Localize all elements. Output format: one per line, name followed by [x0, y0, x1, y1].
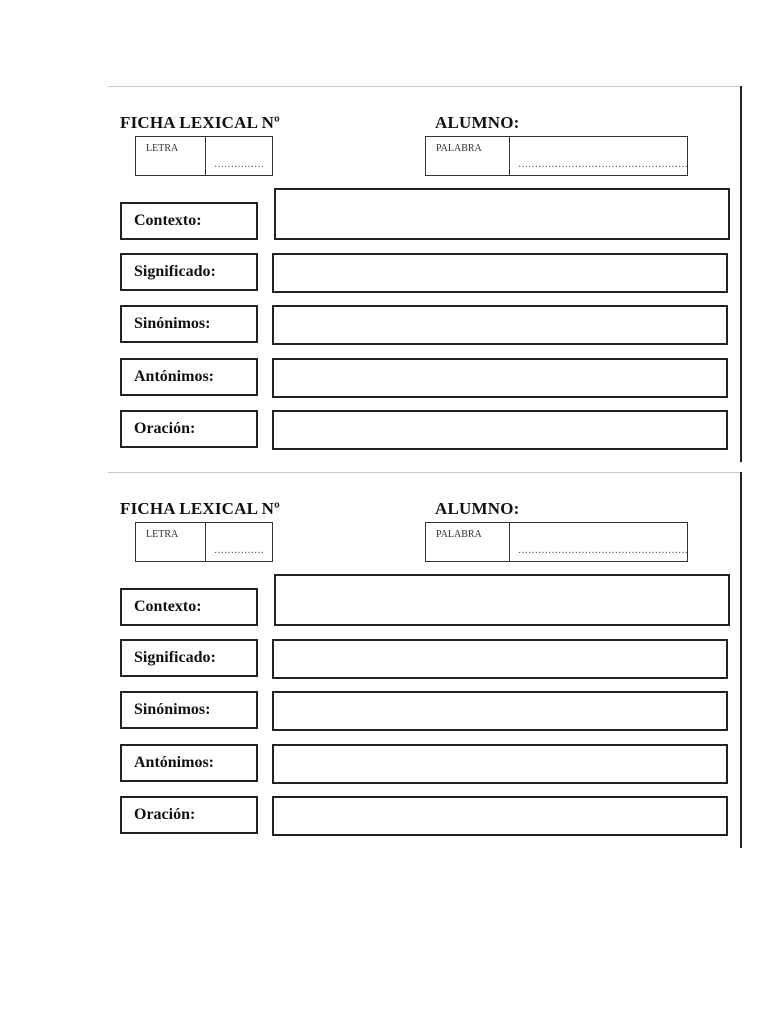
- ficha-title: FICHA LEXICAL Nº: [120, 499, 280, 518]
- palabra-field[interactable]: [510, 137, 687, 175]
- oracion-box[interactable]: [272, 796, 728, 836]
- letra-box: [135, 522, 273, 562]
- palabra-dots: ……………………………………………: [518, 159, 688, 170]
- antonimos-box[interactable]: [272, 744, 728, 784]
- significado-label: Significado:: [120, 253, 258, 291]
- oracion-label: Oración:: [120, 410, 258, 448]
- palabra-dots: ……………………………………………: [518, 545, 688, 556]
- contexto-box[interactable]: [274, 188, 730, 240]
- ficha-lexical-card-2: [108, 472, 742, 848]
- letra-field[interactable]: [206, 137, 272, 175]
- palabra-label: PALABRA: [426, 523, 510, 561]
- card-right-border: [740, 472, 742, 848]
- oracion-box[interactable]: [272, 410, 728, 450]
- palabra-box: [425, 136, 688, 176]
- palabra-field[interactable]: [510, 523, 687, 561]
- ficha-lexical-card-1: [108, 86, 742, 462]
- letra-box: [135, 136, 273, 176]
- letra-dots: ……………: [214, 159, 264, 170]
- significado-box[interactable]: [272, 639, 728, 679]
- oracion-label: Oración:: [120, 796, 258, 834]
- sinonimos-label: Sinónimos:: [120, 691, 258, 729]
- card-right-border: [740, 86, 742, 462]
- antonimos-label: Antónimos:: [120, 744, 258, 782]
- antonimos-box[interactable]: [272, 358, 728, 398]
- palabra-label: PALABRA: [426, 137, 510, 175]
- letra-label: LETRA: [136, 523, 206, 561]
- antonimos-label: Antónimos:: [120, 358, 258, 396]
- significado-box[interactable]: [272, 253, 728, 293]
- alumno-title: ALUMNO:: [435, 113, 520, 132]
- card-top-border: [108, 86, 742, 87]
- palabra-box: [425, 522, 688, 562]
- sinonimos-box[interactable]: [272, 305, 728, 345]
- sinonimos-label: Sinónimos:: [120, 305, 258, 343]
- alumno-title: ALUMNO:: [435, 499, 520, 518]
- significado-label: Significado:: [120, 639, 258, 677]
- ficha-title: FICHA LEXICAL Nº: [120, 113, 280, 132]
- letra-field[interactable]: [206, 523, 272, 561]
- card-top-border: [108, 472, 742, 473]
- sinonimos-box[interactable]: [272, 691, 728, 731]
- contexto-box[interactable]: [274, 574, 730, 626]
- contexto-label: Contexto:: [120, 588, 258, 626]
- letra-label: LETRA: [136, 137, 206, 175]
- contexto-label: Contexto:: [120, 202, 258, 240]
- letra-dots: ……………: [214, 545, 264, 556]
